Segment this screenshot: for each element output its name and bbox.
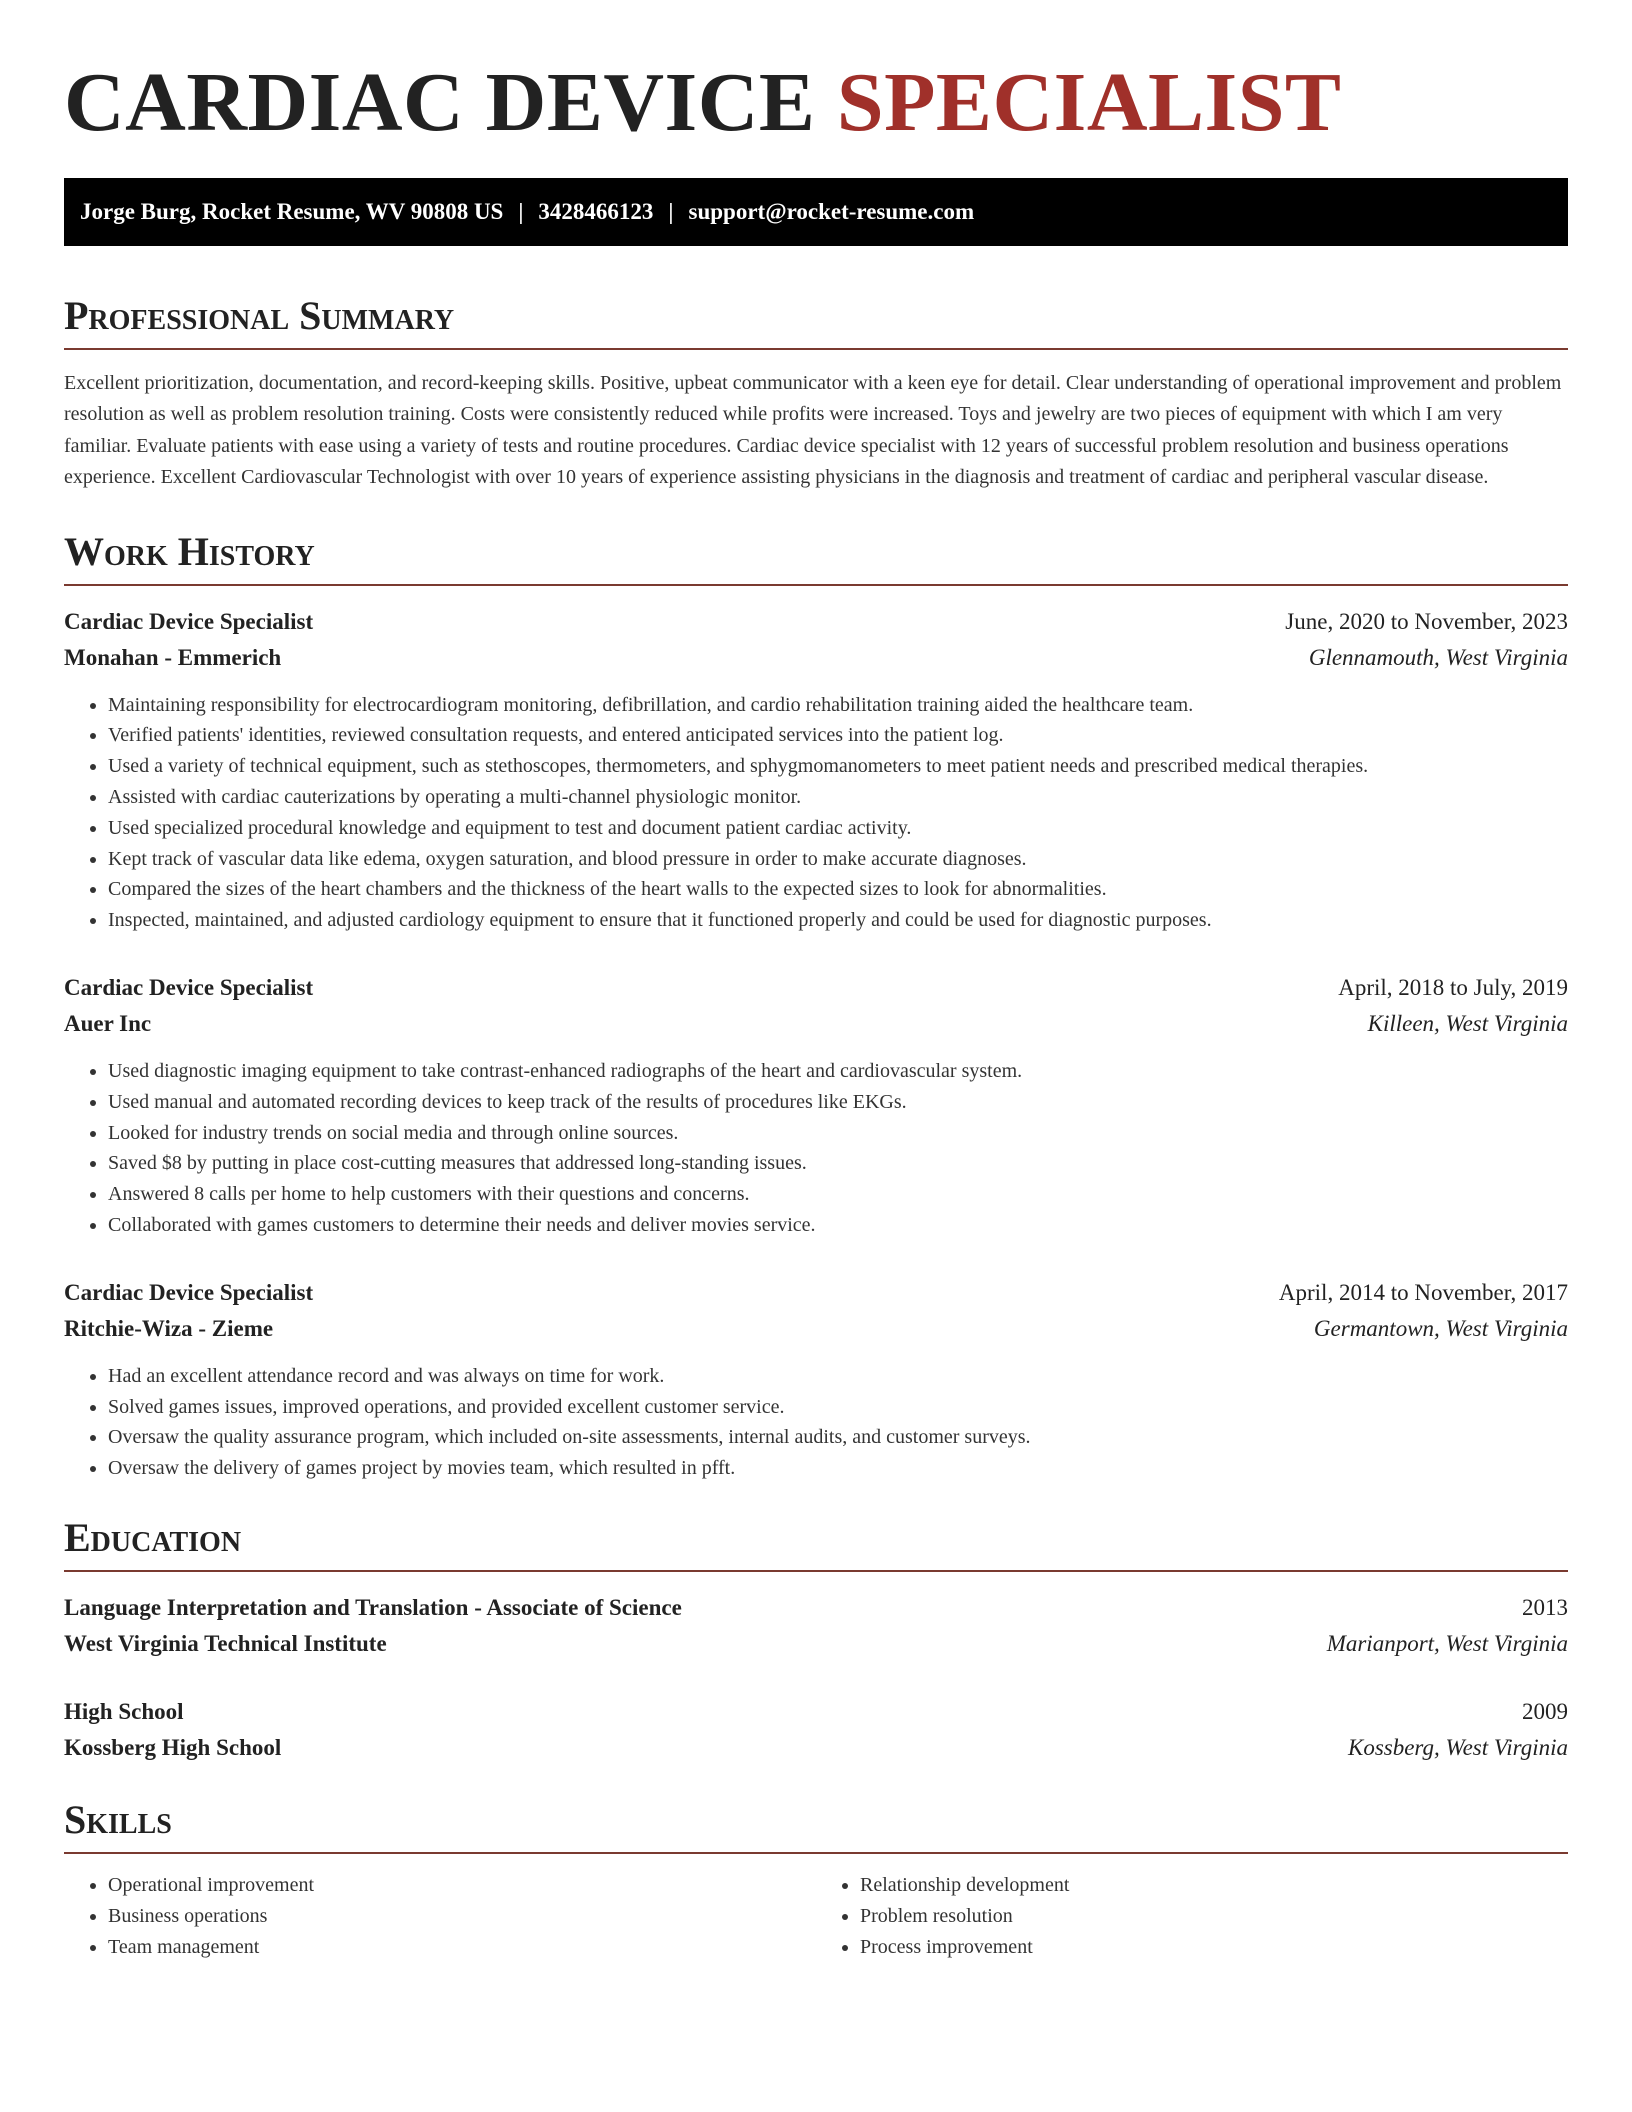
contact-address: Jorge Burg, Rocket Resume, WV 90808 US [80,198,504,224]
job-bullet: • Used a variety of technical equipment, such as stethoscopes, thermometers, and sphygmomanometers to meet patient needs and prescribed medical therapies. [108,751,1568,782]
contact-phone: 3428466123 [538,198,654,224]
work-history-heading: Work History [64,528,1568,586]
skills-column-left [64,1870,816,1963]
job-title: Cardiac Device Specialist [64,1279,314,1305]
job-bullets [64,1056,1568,1241]
job-bullets [64,690,1568,936]
education-entry [64,1590,1568,1662]
resume-title [64,55,1568,152]
skill-item: • Problem resolution [860,1901,1568,1932]
job-location: Killeen, West Virginia [1367,1010,1568,1036]
education-year: 2009 [1522,1698,1568,1724]
job-bullet: • Kept track of vascular data like edema, oxygen saturation, and blood pressure in order to make accurate diagnoses. [108,844,1568,875]
education-school: West Virginia Technical Institute [64,1630,387,1656]
job-entry [64,970,1568,1241]
education-entry [64,1694,1568,1766]
contact-email: support@rocket-resume.com [688,198,975,224]
job-entry [64,604,1568,936]
education-section [64,1514,1568,1766]
job-bullet: • Had an excellent attendance record and was always on time for work. [108,1361,1568,1392]
job-bullets [64,1361,1568,1484]
job-bullet: • Assisted with cardiac cauterizations by operating a multi-channel physiologic monitor. [108,782,1568,813]
job-location: Glennamouth, West Virginia [1308,644,1568,670]
job-bullet: • Collaborated with games customers to determine their needs and deliver movies service. [108,1210,1568,1241]
job-bullet: • Solved games issues, improved operations, and provided excellent customer service. [108,1392,1568,1423]
job-bullet: • Used diagnostic imaging equipment to take contrast-enhanced radiographs of the heart and cardiovascular system. [108,1056,1568,1087]
job-entry [64,1275,1568,1484]
skill-item: • Operational improvement [108,1870,816,1901]
summary-text: Excellent prioritization, documentation, and record-keeping skills. Positive, upbeat communicator with a keen eye for detail. Clear understanding of operational improvement and problem resolution as well as problem resolution training. Costs were consistently reduced while profits were increased. Toys and jewelry are two pieces of equipment with which I am very familiar. Evaluate patients with ease using a variety of tests and routine procedures. Cardiac device specialist with 12 years of successful problem resolution and business operations experience. Excellent Cardiovascular Technologist with over 10 years of experience assisting physicians in the diagnosis and treatment of cardiac and peripheral vascular disease. [64,371,1562,489]
job-dates: April, 2018 to July, 2019 [1338,974,1568,1000]
job-company: Ritchie-Wiza - Zieme [64,1315,274,1341]
work-history-section [64,528,1568,1484]
job-dates: June, 2020 to November, 2023 [1285,608,1568,634]
job-bullet: • Used manual and automated recording devices to keep track of the results of procedures like EKGs. [108,1087,1568,1118]
job-company: Auer Inc [64,1010,152,1036]
contact-bar [64,178,1568,246]
job-bullet: • Saved $8 by putting in place cost-cutting measures that addressed long-standing issues. [108,1148,1568,1179]
job-bullet: • Used specialized procedural knowledge and equipment to test and document patient cardiac activity. [108,813,1568,844]
job-bullet: • Maintaining responsibility for electrocardiogram monitoring, defibrillation, and cardio rehabilitation training aided the healthcare team. [108,690,1568,721]
education-location: Kossberg, West Virginia [1347,1734,1568,1760]
job-dates: April, 2014 to November, 2017 [1278,1279,1568,1305]
summary-section [64,292,1568,494]
education-location: Marianport, West Virginia [1326,1630,1568,1656]
job-bullet: • Oversaw the delivery of games project by movies team, which resulted in pfft. [108,1453,1568,1484]
skills-grid [64,1870,1568,1963]
skills-section [64,1796,1568,1963]
contact-separator: | [668,198,674,224]
skill-item: • Process improvement [860,1932,1568,1963]
contact-separator: | [518,198,524,224]
summary-heading: Professional Summary [64,292,1568,350]
education-degree: High School [64,1698,184,1724]
skill-item: • Team management [108,1932,816,1963]
job-company: Monahan - Emmerich [64,644,282,670]
job-bullet: • Answered 8 calls per home to help customers with their questions and concerns. [108,1179,1568,1210]
job-bullet: • Compared the sizes of the heart chambers and the thickness of the heart walls to the expected sizes to look for abnormalities. [108,874,1568,905]
job-location: Germantown, West Virginia [1313,1315,1568,1341]
skill-item: • Business operations [108,1901,816,1932]
skills-heading: Skills [64,1796,1568,1854]
job-bullet: • Verified patients' identities, reviewed consultation requests, and entered anticipated services into the patient log. [108,720,1568,751]
title-main: CARDIAC DEVICE [64,56,816,149]
education-degree: Language Interpretation and Translation - Associate of Science [64,1594,682,1620]
job-bullet: • Oversaw the quality assurance program, which included on-site assessments, internal audits, and customer surveys. [108,1422,1568,1453]
skill-item: • Relationship development [860,1870,1568,1901]
education-heading: Education [64,1514,1568,1572]
job-bullet: • Inspected, maintained, and adjusted cardiology equipment to ensure that it functioned properly and could be used for diagnostic purposes. [108,905,1568,936]
skills-column-right [816,1870,1568,1963]
job-title: Cardiac Device Specialist [64,974,314,1000]
job-title: Cardiac Device Specialist [64,608,314,634]
title-accent: SPECIALIST [836,56,1342,149]
education-school: Kossberg High School [64,1734,282,1760]
job-bullet: • Looked for industry trends on social media and through online sources. [108,1118,1568,1149]
education-year: 2013 [1522,1594,1568,1620]
